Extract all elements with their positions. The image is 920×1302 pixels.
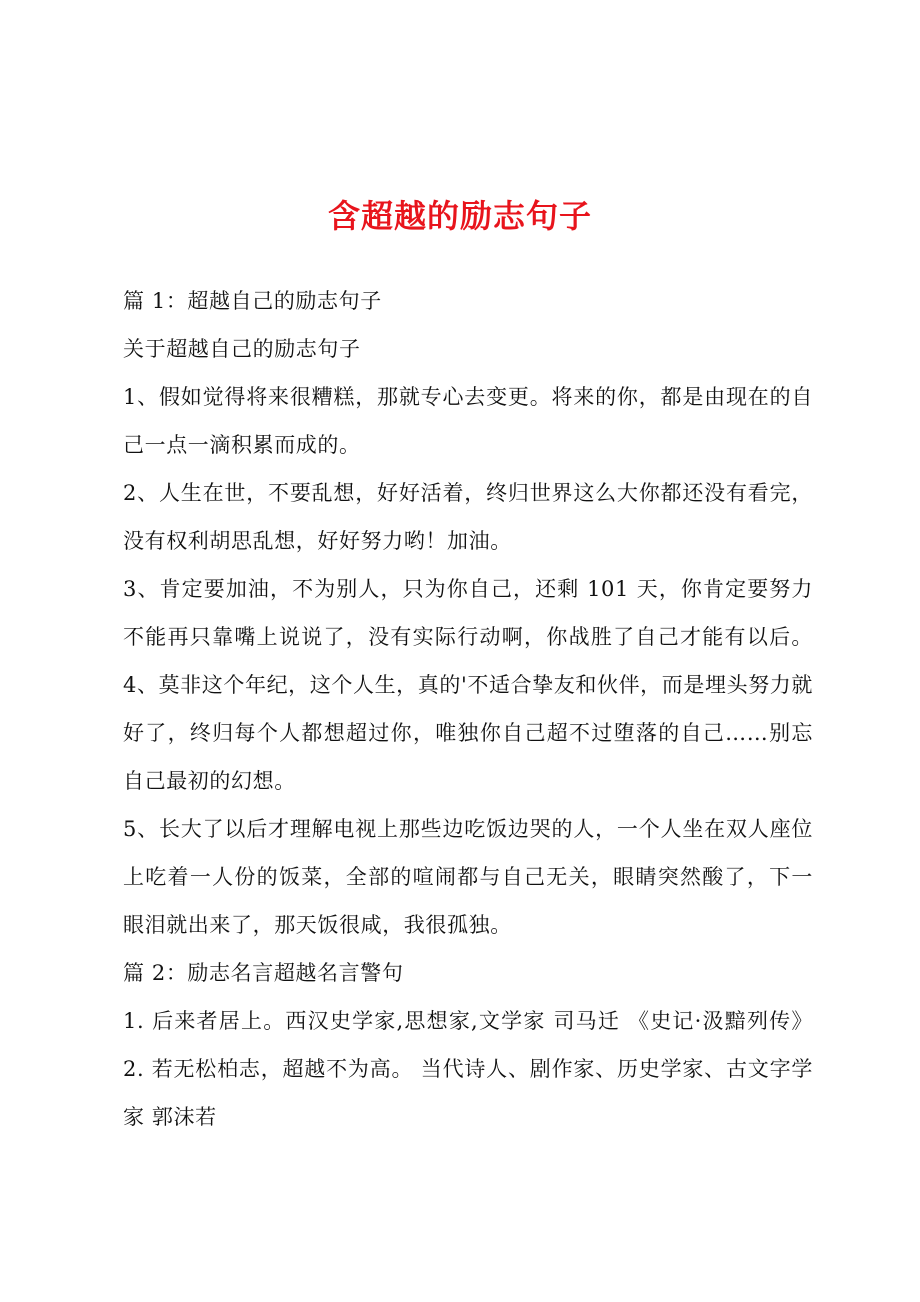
paragraph-line: 4、莫非这个年纪，这个人生，真的'不适合挚友和伙伴，而是埋头努力就 [123,673,813,697]
quote-line: 1. 后来者居上。西汉史学家,思想家,文学家 司马迁 《史记·汲黯列传》 [123,1009,813,1033]
quote-line: 家 郭沫若 [123,1105,217,1129]
section-heading-1: 篇 1：超越自己的励志句子 [123,289,382,313]
paragraph-line: 己一点一滴积累而成的。 [123,433,361,457]
paragraph-line: 上吃着一人份的饭菜，全部的喧闹都与自己无关，眼睛突然酸了，下一 [123,865,813,889]
paragraph-line: 不能再只靠嘴上说说了，没有实际行动啊，你战胜了自己才能有以后。 [123,625,813,649]
paragraph-line: 好了，终归每个人都想超过你，唯独你自己超不过堕落的自己……别忘 [123,721,813,745]
paragraph-line: 1、假如觉得将来很糟糕，那就专心去变更。将来的你，都是由现在的自 [123,385,813,409]
document-body [123,277,813,1141]
paragraph-line: 5、长大了以后才理解电视上那些边吃饭边哭的人，一个人坐在双人座位 [123,817,813,841]
subheading: 关于超越自己的励志句子 [123,337,361,361]
section-heading-2: 篇 2：励志名言超越名言警句 [123,961,404,985]
document-title: 含超越的励志句子 [327,197,592,235]
paragraph-line: 3、肯定要加油，不为别人，只为你自己，还剩 101 天，你肯定要努力 [123,577,813,601]
quote-line: 2. 若无松柏志，超越不为高。 当代诗人、剧作家、历史学家、古文字学 [123,1057,813,1081]
paragraph-line: 2、人生在世，不要乱想，好好活着，终归世界这么大你都还没有看完， [123,481,813,505]
paragraph-line: 眼泪就出来了，那天饭很咸，我很孤独。 [123,913,512,937]
paragraph-line: 自己最初的幻想。 [123,769,296,793]
paragraph-line: 没有权利胡思乱想，好好努力哟！加油。 [123,529,512,553]
